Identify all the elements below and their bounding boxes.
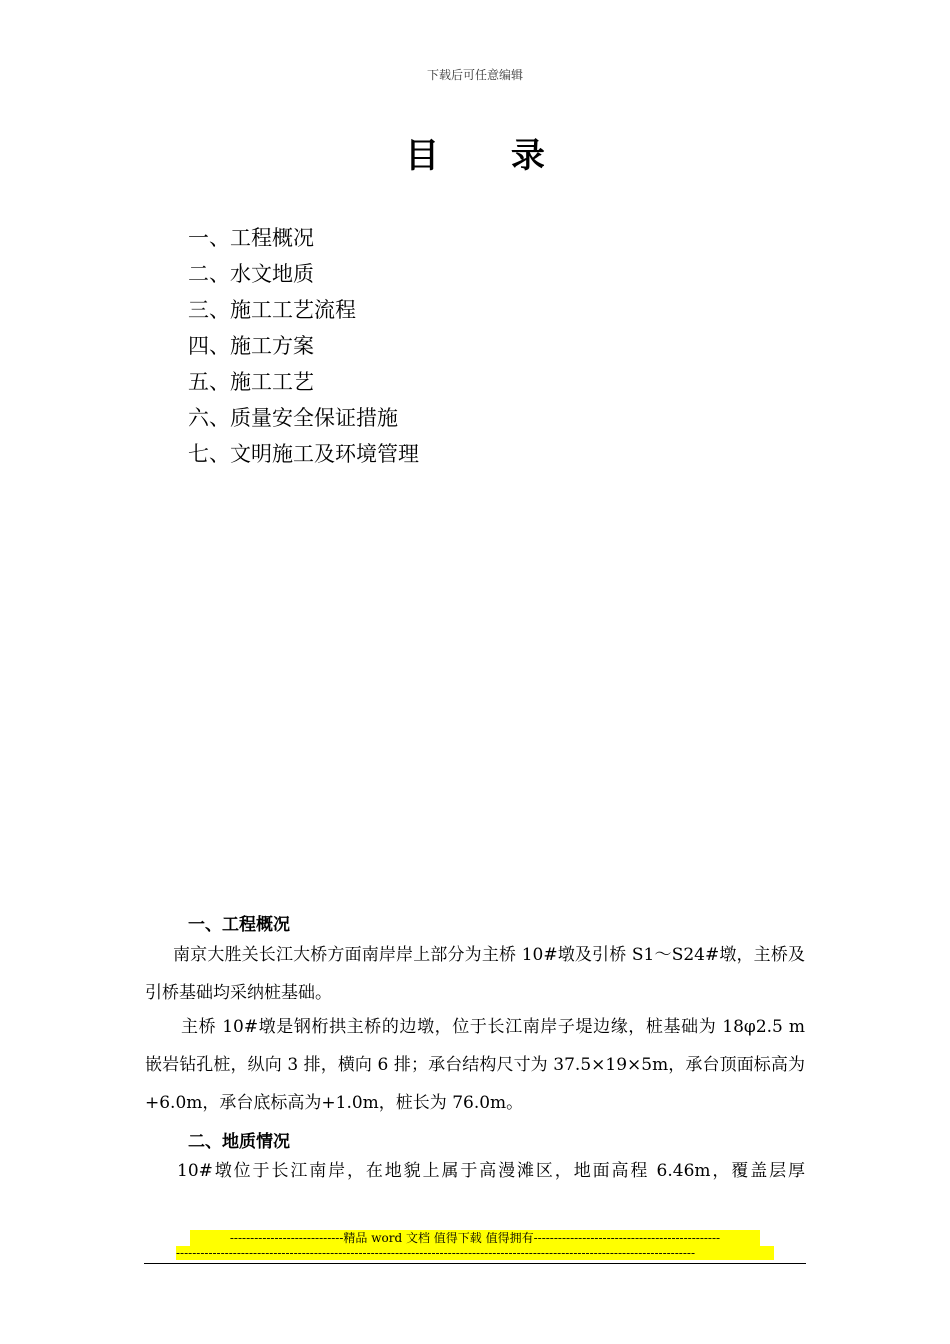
header-note: 下载后可任意编辑	[426, 68, 523, 82]
toc-item-6: 六、质量安全保证措施	[188, 406, 398, 430]
footer-banner-dashes: --------------------------------------------------------------------------------------------------------------------------------	[176, 1246, 774, 1260]
toc-item-5: 五、施工工艺	[188, 370, 314, 394]
paragraph-geology-1: 10#墩位于长江南岸，在地貌上属于高漫滩区，地面高程 6.46m，覆盖层厚	[177, 1161, 805, 1181]
toc-item-7: 七、文明施工及环境管理	[188, 442, 419, 466]
toc-title: 目 录	[405, 136, 575, 176]
paragraph-project-overview-1: 南京大胜关长江大桥方面南岸岸上部分为主桥 10#墩及引桥 S1～S24#墩，主桥及引桥基础均采纳桩基础。	[145, 945, 805, 1003]
section-heading-geology: 二、地质情况	[188, 1132, 290, 1152]
toc-item-3: 三、施工工艺流程	[188, 298, 356, 322]
section-heading-project-overview: 一、工程概况	[188, 915, 290, 935]
paragraph-project-overview-2: 主桥 10#墩是钢桁拱主桥的边墩，位于长江南岸子堤边缘，桩基础为 18φ2.5 m 嵌岩钻孔桩，纵向 3 排，横向 6 排；承台结构尺寸为 37.5×19×5m，承台顶面标高为+6.0m，承台底标高为+1.0m，桩长为 76.0m。	[145, 1017, 805, 1113]
table-of-contents	[188, 220, 419, 472]
footer-rule	[144, 1263, 806, 1264]
toc-item-2: 二、水文地质	[188, 262, 314, 286]
toc-item-1: 一、工程概况	[188, 226, 314, 250]
toc-item-4: 四、施工方案	[188, 334, 314, 358]
footer-banner-text: ----------------------------精品 word 文档 值得下载 值得拥有----------------------------------------------	[190, 1230, 760, 1246]
